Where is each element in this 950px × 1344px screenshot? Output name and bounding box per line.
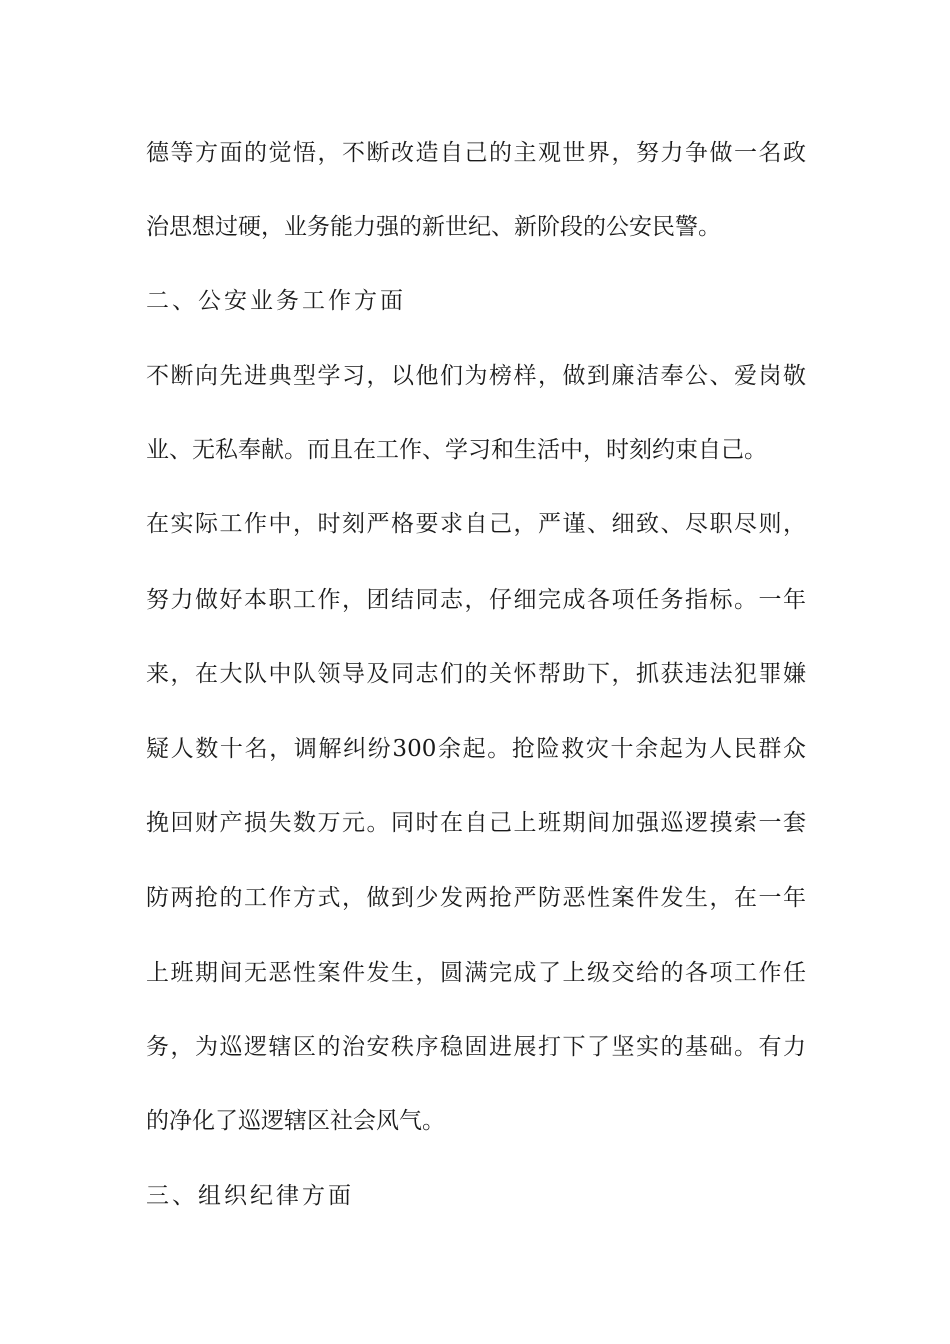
paragraph-line: 疑人数十名，调解纠纷300余起。抢险救灾十余起为人民群众 (146, 736, 806, 762)
paragraph-line: 的净化了巡逻辖区社会风气。 (146, 1108, 445, 1134)
paragraph-line: 挽回财产损失数万元。同时在自己上班期间加强巡逻摸索一套 (146, 810, 806, 836)
paragraph-line: 德等方面的觉悟，不断改造自己的主观世界，努力争做一名政 (146, 140, 806, 166)
paragraph-line: 防两抢的工作方式，做到少发两抢严防恶性案件发生，在一年 (146, 885, 806, 911)
paragraph-line: 务，为巡逻辖区的治安秩序稳固进展打下了坚实的基础。有力 (146, 1034, 806, 1060)
paragraph-line: 上班期间无恶性案件发生，圆满完成了上级交给的各项工作任 (146, 960, 806, 986)
section-heading: 三、组织纪律方面 (146, 1183, 354, 1209)
paragraph-line: 努力做好本职工作，团结同志，仔细完成各项任务指标。一年 (146, 587, 806, 613)
paragraph-line: 业、无私奉献。而且在工作、学习和生活中，时刻约束自己。 (146, 437, 767, 463)
paragraph-line: 在实际工作中，时刻严格要求自己，严谨、细致、尽职尽则， (146, 511, 806, 537)
paragraph-line: 治思想过硬，业务能力强的新世纪、新阶段的公安民警。 (146, 214, 721, 240)
section-heading: 二、公安业务工作方面 (146, 288, 406, 314)
paragraph-line: 不断向先进典型学习，以他们为榜样，做到廉洁奉公、爱岗敬 (146, 363, 806, 389)
paragraph-line: 来，在大队中队领导及同志们的关怀帮助下，抓获违法犯罪嫌 (146, 661, 806, 687)
